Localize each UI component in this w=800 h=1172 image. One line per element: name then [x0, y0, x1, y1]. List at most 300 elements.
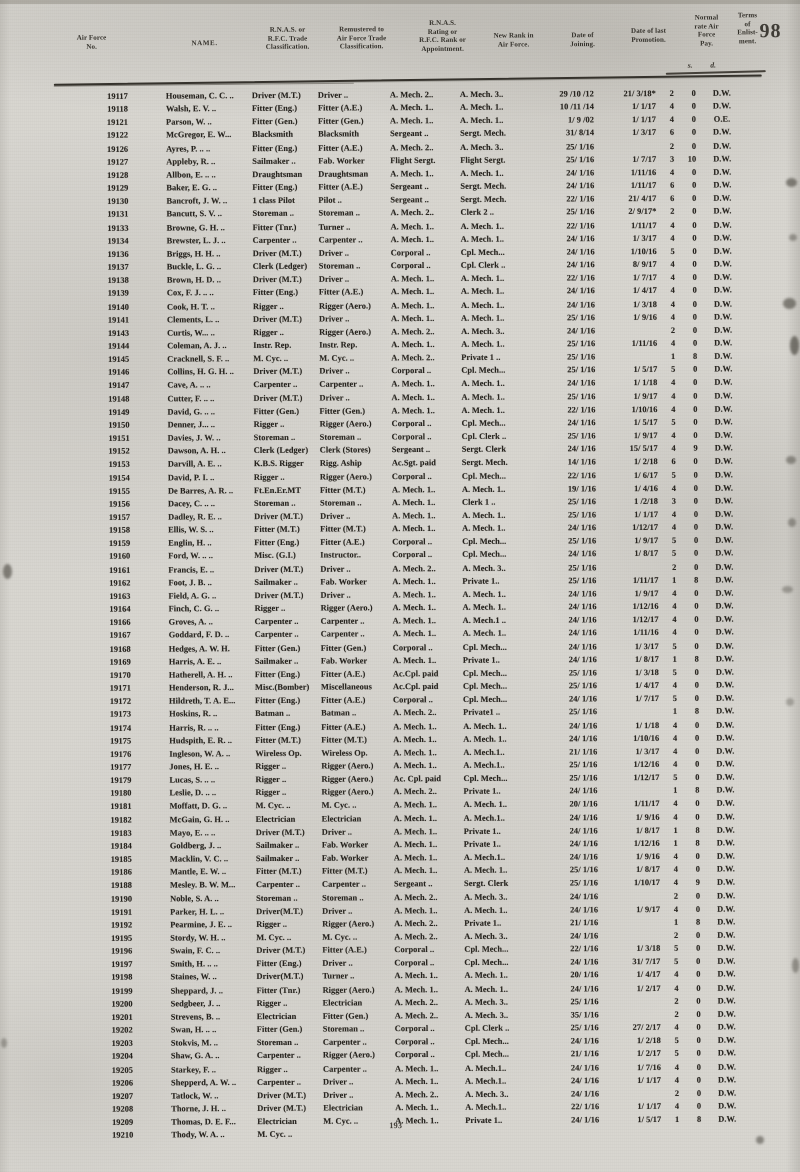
cell-rnas-rating-rank: A. Mech. 2.. — [393, 787, 437, 797]
cell-date-last-promotion: 1/ 3/17 — [635, 746, 660, 756]
cell-name: Groves, A. .. — [168, 617, 213, 627]
cell-pay-s: 2 — [670, 325, 676, 335]
cell-date-last-promotion: 1/ 1/17 — [632, 115, 657, 125]
cell-rnas-rating-rank: Corporal .. — [394, 1024, 435, 1034]
cell-airforce-no: 19158 — [108, 525, 131, 535]
cell-remustered-trade: Storeman .. — [322, 1024, 365, 1034]
cell-name: David, G. .. .. — [167, 407, 216, 417]
cell-remustered-trade: Carpenter .. — [320, 616, 365, 627]
cell-pay-s: 4 — [672, 601, 677, 611]
cell-rnas-rating-rank: A. Mech. 2.. — [394, 932, 438, 942]
cell-pay-d: 0 — [695, 891, 701, 901]
cell-airforce-no: 19190 — [110, 894, 133, 904]
cell-pay-s: 4 — [673, 746, 678, 756]
cell-pay-d: 0 — [695, 851, 700, 861]
cell-rnas-rfc-trade: Fitter (Tnr.) — [252, 222, 297, 232]
cell-date-last-promotion: 1/10/16 — [631, 404, 658, 414]
cell-rnas-rating-rank: Corporal .. — [394, 945, 435, 955]
cell-terms: D.W. — [716, 733, 735, 743]
cell-pay-d: 0 — [696, 1009, 701, 1019]
cell-date-joining: 25/ 1/16 — [568, 536, 597, 546]
cell-date-joining: 24/ 1/16 — [568, 615, 597, 625]
cell-remustered-trade: Storeman .. — [319, 432, 362, 442]
cell-pay-d: 0 — [691, 128, 697, 138]
cell-date-last-promotion: 1/ 2/18 — [636, 1036, 661, 1046]
cell-date-joining: 25/ 1/16 — [569, 773, 598, 783]
cell-rnas-rfc-trade: Rigger .. — [253, 472, 285, 482]
cell-date-joining: 25/ 1/16 — [569, 878, 599, 888]
cell-rnas-rfc-trade: Driver (M.T.) — [254, 564, 304, 574]
cell-rnas-rfc-trade: Rigger .. — [255, 788, 287, 798]
cell-date-joining: 31/ 8/14 — [565, 128, 595, 138]
cell-pay-d: 0 — [693, 536, 699, 546]
cell-pay-d: 0 — [694, 588, 699, 598]
cell-pay-s: 4 — [670, 299, 675, 309]
cell-date-last-promotion: 1/ 7/17 — [632, 273, 657, 283]
cell-pay-d: 0 — [696, 996, 701, 1006]
cell-rnas-rfc-trade: Misc.(Bomber) — [254, 682, 310, 692]
cell-date-joining: 25/ 1/16 — [568, 681, 597, 691]
cell-terms: D.W. — [714, 469, 733, 480]
cell-terms: D.W. — [712, 101, 731, 111]
cell-rnas-rfc-trade: M. Cyc. .. — [256, 932, 292, 943]
cell-terms: D.W. — [713, 206, 732, 216]
cell-remustered-trade: Driver .. — [318, 248, 350, 258]
cell-terms: D.W. — [717, 943, 736, 953]
cell-rnas-rfc-trade: Fitter (Eng.) — [252, 287, 299, 298]
cell-airforce-no: 19199 — [111, 986, 133, 996]
cell-airforce-no: 19172 — [109, 696, 132, 707]
cell-pay-d: 0 — [692, 206, 697, 216]
cell-date-last-promotion: 1/ 8/17 — [634, 549, 659, 559]
cell-pay-d: 0 — [695, 746, 700, 756]
cell-rnas-rating-rank: A. Mech. 2.. — [390, 208, 434, 218]
cell-remustered-trade: Rigg. Aship — [319, 458, 362, 469]
cell-remustered-trade: Rigger (Aero.) — [321, 787, 374, 797]
cell-rnas-rating-rank: A. Mech. 1.. — [393, 721, 437, 731]
cell-date-joining: 25/ 1/16 — [569, 760, 598, 770]
cell-date-last-promotion: 1/ 9/17 — [634, 536, 659, 546]
cell-airforce-no: 19198 — [111, 972, 133, 983]
cell-new-rank: A. Mech. 3.. — [464, 892, 508, 902]
cell-name: Ellis, W. S. .. — [168, 525, 214, 535]
cell-rnas-rating-rank: A. Mech. 1.. — [391, 313, 435, 323]
cell-pay-d: 8 — [696, 1114, 702, 1125]
cell-terms: D.W. — [715, 535, 734, 546]
cell-date-last-promotion: 1/ 1/18 — [635, 720, 660, 730]
cell-airforce-no: 19144 — [107, 341, 130, 351]
cell-rnas-rating-rank: Corporal .. — [394, 1050, 435, 1060]
cell-date-joining: 25/ 1/16 — [569, 865, 598, 875]
cell-airforce-no: 19195 — [111, 933, 133, 943]
cell-date-joining: 24/ 1/16 — [567, 418, 596, 428]
cell-rnas-rfc-trade: Fitter (M.T.) — [255, 735, 301, 745]
cell-pay-d: 0 — [692, 233, 697, 243]
ink-smudge — [792, 958, 799, 973]
cell-pay-d: 0 — [692, 312, 698, 322]
cell-date-joining: 24/ 1/16 — [566, 326, 596, 336]
cell-rnas-rfc-trade: Rigger .. — [256, 919, 288, 929]
cell-airforce-no: 19145 — [108, 354, 130, 365]
cell-rnas-rating-rank: Corporal .. — [392, 642, 433, 652]
cell-airforce-no: 19182 — [110, 815, 132, 825]
cell-rnas-rating-rank: Corporal .. — [393, 695, 433, 705]
cell-pay-d: 9 — [695, 878, 701, 888]
cell-pay-d: 0 — [696, 1022, 701, 1032]
pay-unit-pence: d. — [710, 60, 717, 70]
cell-new-rank: Private 1.. — [463, 839, 501, 849]
cell-terms: D.W. — [714, 351, 733, 361]
cell-terms: D.W. — [716, 864, 735, 874]
cell-rnas-rfc-trade: Instr. Rep. — [253, 340, 292, 350]
cell-name: Collins, H. G. H. .. — [167, 367, 234, 377]
cell-name: Starkey, F. .. — [170, 1064, 217, 1075]
cell-date-last-promotion: 1/ 2/18 — [633, 457, 658, 467]
cell-date-joining: 24/ 1/16 — [566, 233, 595, 243]
cell-new-rank: A. Mech. 1.. — [462, 510, 506, 521]
cell-pay-s: 4 — [671, 430, 676, 441]
cell-name: Hudspith, E. R. .. — [169, 735, 233, 745]
cell-remustered-trade: Fitter (M.T.) — [321, 734, 367, 745]
cell-pay-d: 0 — [695, 904, 701, 914]
cell-pay-d: 8 — [694, 654, 699, 664]
cell-new-rank: A. Mech. 3.. — [464, 931, 508, 942]
cell-date-joining: 25/ 1/16 — [568, 562, 597, 573]
cell-date-last-promotion: 31/ 7/17 — [632, 957, 661, 967]
cell-remustered-trade: Driver .. — [319, 314, 350, 324]
cell-terms: D.W. — [715, 680, 735, 690]
cell-pay-d: 0 — [696, 1036, 701, 1046]
cell-date-last-promotion: 1/11/17 — [632, 575, 659, 585]
cell-terms: D.W. — [718, 1088, 737, 1098]
cell-name: Englin, H. .. — [168, 538, 212, 548]
cell-pay-d: 0 — [696, 970, 701, 980]
cell-new-rank: Sergt. Mech. — [460, 181, 507, 191]
cell-rnas-rfc-trade: Driver (M.T.) — [254, 590, 304, 601]
cell-remustered-trade: Carpenter .. — [320, 629, 365, 639]
cell-airforce-no: 19177 — [110, 762, 132, 772]
cell-pay-s: 5 — [674, 957, 679, 967]
cell-date-joining: 24/ 1/16 — [568, 523, 597, 533]
cell-remustered-trade: Wireless Op. — [321, 748, 368, 758]
cell-terms: D.W. — [716, 720, 735, 730]
cell-date-last-promotion: 1/ 1/17 — [634, 510, 659, 520]
cell-date-joining: 24/ 1/16 — [567, 378, 596, 388]
cell-rnas-rating-rank: A. Mech. 1.. — [392, 576, 436, 586]
cell-remustered-trade: Carpenter .. — [319, 379, 364, 390]
cell-remustered-trade: Fitter (M.T.) — [319, 485, 366, 495]
cell-name: Foot, J. B. .. — [168, 577, 212, 588]
cell-rnas-rfc-trade: Storeman .. — [256, 893, 298, 903]
cell-date-last-promotion: 1/12/17 — [633, 773, 660, 783]
cell-airforce-no: 19138 — [107, 275, 129, 286]
cell-rnas-rfc-trade: M. Cyc. .. — [253, 354, 289, 364]
cell-airforce-no: 19185 — [110, 854, 132, 864]
cell-date-joining: 25/ 1/16 — [567, 510, 597, 520]
cell-name: Harris, A. E. .. — [168, 656, 222, 667]
cell-date-last-promotion: 2/ 9/17* — [628, 207, 657, 217]
cell-pay-d: 0 — [696, 957, 701, 967]
cell-date-last-promotion: 1/ 3/18 — [636, 943, 661, 954]
cell-terms: D.W. — [713, 154, 732, 164]
cell-new-rank: A. Mech.1.. — [463, 747, 505, 757]
cell-date-joining: 24/ 1/16 — [569, 826, 598, 836]
cell-remustered-trade: Instructor.. — [320, 550, 362, 561]
cell-terms: D.W. — [714, 430, 733, 440]
cell-remustered-trade: Driver .. — [319, 392, 350, 403]
cell-remustered-trade: Fab. Worker — [321, 840, 369, 850]
cell-rnas-rfc-trade: Carpenter .. — [254, 630, 299, 640]
cell-new-rank: A. Mech. 1.. — [459, 102, 504, 112]
cell-new-rank: A. Mech. 1.. — [460, 300, 505, 310]
cell-pay-d: 0 — [692, 246, 697, 256]
cell-name: Dadley, R. E. .. — [168, 512, 222, 522]
cell-date-last-promotion: 1/12/17 — [632, 522, 659, 533]
cell-pay-d: 0 — [693, 417, 698, 427]
cell-airforce-no: 19191 — [110, 907, 133, 917]
cell-rnas-rating-rank: Sergeant .. — [390, 195, 429, 205]
cell-remustered-trade: Driver .. — [319, 366, 350, 376]
cell-name: Goddard, F. D. .. — [168, 630, 230, 640]
cell-pay-d: 0 — [694, 562, 699, 572]
cell-rnas-rating-rank: A. Mech. 1.. — [394, 1063, 439, 1073]
column-header-rating-rank: R.N.A.S. Rating or R.F.C. Rank or Appointment. — [419, 18, 467, 53]
cell-name: Brown, H. D. .. — [166, 275, 221, 285]
cell-rnas-rfc-trade: Sailmaker .. — [252, 156, 296, 166]
cell-rnas-rating-rank: A. Mech. 1.. — [392, 524, 436, 534]
cell-pay-s: 1 — [673, 838, 678, 848]
cell-remustered-trade: Driver .. — [318, 274, 350, 284]
cell-pay-d: 0 — [693, 378, 698, 388]
cell-rnas-rating-rank: A. Mech. 1.. — [390, 169, 434, 179]
cell-pay-s: 4 — [674, 1062, 679, 1072]
cell-date-joining: 25/ 1/16 — [566, 207, 595, 217]
cell-date-joining: 25/ 1/16 — [567, 352, 596, 362]
cell-rnas-rfc-trade: Fitter (M.T.) — [254, 524, 300, 535]
cell-rnas-rating-rank: A. Mech. 1.. — [394, 905, 438, 916]
cell-pay-d: 0 — [692, 299, 697, 309]
cell-date-joining: 24/ 1/16 — [566, 286, 595, 296]
cell-terms: D.W. — [717, 996, 736, 1006]
cell-name: Buckle, L. G. .. — [166, 262, 222, 272]
cell-airforce-no: 19206 — [111, 1078, 134, 1088]
cell-pay-s: 1 — [673, 785, 678, 795]
cell-rnas-rfc-trade: Rigger .. — [255, 775, 287, 785]
cell-new-rank: A. Mech.1.. — [464, 1063, 507, 1073]
cell-date-joining: 22/ 1/16 — [571, 1102, 600, 1112]
cell-new-rank: A. Mech. 3.. — [464, 997, 509, 1007]
cell-airforce-no: 19200 — [111, 999, 133, 1009]
cell-pay-d: 0 — [693, 483, 698, 493]
cell-date-joining: 24/ 1/16 — [567, 444, 596, 454]
cell-terms: D.W. — [713, 193, 732, 203]
cell-terms: D.W. — [714, 378, 733, 388]
cell-terms: D.W. — [718, 1101, 737, 1111]
cell-rnas-rating-rank: A. Mech. 1.. — [390, 274, 435, 284]
cell-new-rank: A. Mech. 3.. — [464, 1010, 509, 1020]
cell-date-last-promotion: 1/ 2/17 — [637, 1049, 661, 1059]
cell-pay-d: 0 — [696, 1088, 702, 1098]
cell-pay-s: 4 — [671, 483, 676, 493]
cell-pay-s: 4 — [674, 983, 679, 993]
cell-date-joining: 35/ 1/16 — [570, 1010, 599, 1020]
cell-name: Leslie, D. .. .. — [169, 788, 217, 798]
cell-rnas-rating-rank: A. Mech. 1.. — [395, 1102, 439, 1113]
cell-pay-s: 4 — [671, 404, 676, 414]
cell-date-last-promotion: 1/ 7/17 — [632, 154, 657, 164]
cell-date-last-promotion: 1/ 9/17 — [633, 431, 658, 441]
cell-remustered-trade: Fitter (M.T.) — [320, 524, 366, 534]
cell-name: Cox, F. J. .. .. — [166, 288, 214, 298]
cell-remustered-trade: Storeman .. — [318, 261, 361, 271]
cell-pay-d: 8 — [694, 575, 699, 585]
cell-pay-s: 6 — [669, 128, 675, 138]
cell-pay-d: 0 — [692, 285, 697, 295]
cell-name: Hedges, A. W. H. — [168, 643, 230, 654]
cell-date-last-promotion: 1/ 4/17 — [633, 286, 657, 296]
cell-pay-s: 4 — [670, 312, 676, 322]
cell-pay-s: 5 — [672, 549, 677, 559]
cell-new-rank: A. Mech. 1.. — [460, 168, 504, 178]
cell-remustered-trade: Turner .. — [318, 222, 351, 232]
cell-date-last-promotion: 1/10/16 — [633, 733, 660, 743]
cell-terms: D.W. — [714, 364, 733, 374]
cell-airforce-no: 19118 — [107, 104, 128, 114]
register-row — [89, 1125, 795, 1142]
cell-terms: D.W. — [714, 443, 733, 453]
cell-date-last-promotion: 1/ 5/17 — [633, 365, 658, 375]
cell-pay-s: 5 — [671, 536, 677, 546]
cell-airforce-no: 19176 — [110, 749, 132, 759]
cell-date-joining: 24/ 1/16 — [569, 720, 598, 730]
column-header-pay: Normal rate Air Force Pay. — [694, 13, 719, 48]
cell-rnas-rfc-trade: 1 class Pilot — [252, 196, 295, 206]
cell-date-last-promotion: 8/ 9/17 — [632, 259, 657, 269]
cell-terms: D.W. — [716, 799, 735, 809]
cell-name: Pearmine, J. E. .. — [170, 919, 233, 930]
cell-date-last-promotion: 1/ 9/16 — [635, 852, 660, 862]
cell-airforce-no: 19186 — [110, 867, 132, 877]
cell-name: Hatherell, A. H. .. — [168, 670, 233, 680]
cell-name: Ford, W. .. .. — [168, 551, 213, 561]
cell-date-joining: 24/ 1/16 — [566, 181, 595, 191]
column-header-date-joining: Date of Joining. — [570, 31, 595, 48]
cell-name: Allbon, E. .. .. — [166, 170, 216, 180]
cell-pay-s: 4 — [673, 904, 679, 914]
cell-rnas-rating-rank: A. Mech. 1.. — [391, 497, 436, 508]
cell-pay-s: 2 — [672, 562, 677, 572]
cell-terms: D.W. — [715, 509, 734, 519]
cell-date-joining: 22/ 1/16 — [567, 405, 596, 415]
cell-date-last-promotion: 1/ 8/17 — [635, 825, 660, 835]
cell-rnas-rfc-trade: Storeman .. — [253, 498, 296, 508]
cell-date-last-promotion: 1/11/16 — [631, 338, 658, 348]
cell-rnas-rfc-trade: Driver (M.T.) — [255, 827, 305, 837]
cell-name: Brewster, L. J. .. — [166, 235, 226, 246]
cell-pay-s: 4 — [670, 273, 675, 283]
cell-terms: D.W. — [715, 693, 735, 703]
cell-terms: D.W. — [716, 759, 735, 769]
cell-remustered-trade: Fitter (A.E.) — [318, 182, 363, 192]
cell-new-rank: A. Mech.1.. — [465, 1076, 507, 1086]
cell-terms: D.W. — [712, 88, 731, 98]
cell-date-joining: 24/ 1/16 — [568, 654, 597, 664]
cell-new-rank: Cpl. Clerk .. — [461, 431, 507, 442]
cell-pay-s: 4 — [669, 101, 674, 111]
cell-rnas-rating-rank: A. Mech. 1.. — [393, 866, 438, 876]
cell-pay-s: 5 — [672, 694, 678, 704]
cell-rnas-rating-rank: Corporal .. — [394, 958, 435, 968]
cell-date-joining: 24/ 1/16 — [569, 838, 598, 849]
cell-rnas-rating-rank: A. Mech. 1.. — [392, 629, 437, 639]
cell-new-rank: A. Mech. 1.. — [461, 339, 505, 349]
cell-pay-s: 2 — [669, 88, 674, 98]
cell-rnas-rating-rank: A. Mech. 1.. — [391, 484, 436, 495]
cell-date-last-promotion: 1/ 7/16 — [637, 1062, 661, 1072]
cell-remustered-trade: Driver .. — [323, 1090, 354, 1100]
cell-rnas-rfc-trade: Driver (M.T.) — [253, 314, 303, 324]
cell-name: Cutter, F. .. .. — [167, 393, 215, 403]
cell-pay-d: 0 — [696, 1101, 702, 1111]
cell-date-joining: 24/ 1/16 — [568, 589, 597, 599]
cell-pay-s: 4 — [670, 338, 676, 348]
cell-rnas-rfc-trade: Fitter (Gen.) — [256, 1024, 303, 1034]
cell-rnas-rfc-trade: Carpenter .. — [255, 880, 300, 890]
cell-pay-s: 4 — [672, 615, 677, 625]
cell-remustered-trade: Turner .. — [322, 971, 355, 982]
cell-pay-d: 0 — [692, 180, 697, 190]
cell-airforce-no: 19154 — [108, 473, 130, 483]
cell-name: Moffatt, D. G. .. — [169, 801, 228, 812]
cell-remustered-trade: Storeman .. — [318, 208, 361, 218]
cell-name: Macklin, V. C. .. — [169, 854, 229, 864]
cell-name: Curtis, W... .. — [167, 328, 215, 338]
cell-pay-s: 5 — [671, 470, 676, 480]
cell-airforce-no: 19139 — [107, 288, 129, 298]
cell-remustered-trade: Fab. Worker — [318, 156, 365, 166]
cell-date-last-promotion: 1/ 8/17 — [634, 654, 659, 664]
cell-date-last-promotion: 1/12/16 — [632, 601, 659, 611]
pay-units-row — [688, 60, 748, 69]
cell-terms: D.W. — [714, 496, 734, 506]
cell-rnas-rating-rank: A. Mech. 2.. — [392, 563, 436, 574]
cell-airforce-no: 19126 — [106, 144, 129, 154]
cell-pay-s: 5 — [670, 246, 675, 256]
cell-airforce-no: 19179 — [110, 775, 132, 786]
cell-rnas-rfc-trade: Driver (M.T.) — [251, 90, 301, 101]
cell-new-rank: A. Mech. 1.. — [462, 602, 506, 612]
cell-airforce-no: 19192 — [111, 920, 133, 930]
cell-remustered-trade: Storeman .. — [322, 892, 364, 903]
cell-pay-d: 0 — [694, 720, 700, 730]
cell-date-joining: 24/ 1/16 — [570, 1075, 600, 1085]
cell-rnas-rfc-trade: K.B.S. Rigger — [253, 459, 304, 469]
cell-airforce-no: 19208 — [111, 1104, 134, 1114]
cell-pay-d: 0 — [694, 601, 699, 611]
cell-terms: D.W. — [716, 811, 735, 822]
cell-airforce-no: 19147 — [108, 381, 130, 391]
cell-date-joining: 24/ 1/16 — [570, 905, 599, 915]
cell-rnas-rfc-trade: Sailmaker .. — [254, 656, 299, 666]
cell-remustered-trade: Rigger (Aero.) — [322, 1050, 375, 1060]
cell-rnas-rating-rank: Corporal .. — [391, 418, 432, 429]
cell-pay-d: 0 — [693, 430, 698, 440]
cell-airforce-no: 19157 — [108, 512, 131, 522]
cell-name: Noble, S. A. .. — [170, 893, 219, 903]
cell-pay-s: 4 — [670, 167, 675, 177]
cell-new-rank: Cpl. Mech... — [461, 418, 506, 428]
cell-pay-s: 5 — [672, 667, 677, 677]
